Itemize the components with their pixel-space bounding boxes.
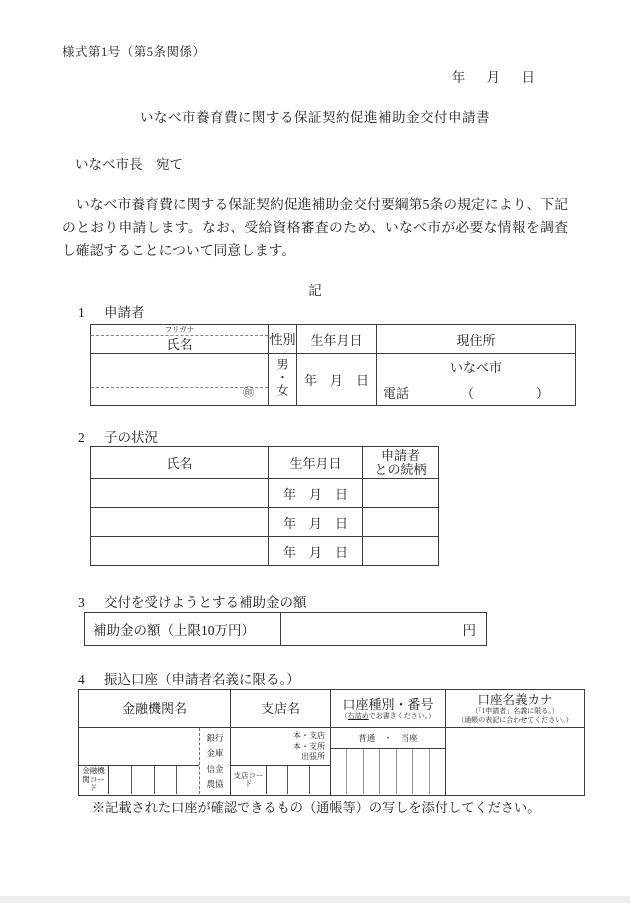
section3-title: 交付を受けようとする補助金の額 — [104, 595, 307, 610]
account-holder-note2: （通帳の表記に合わせてください。） — [457, 715, 573, 724]
bank-code-row — [79, 766, 199, 794]
applicant-gender-header: 性別 — [269, 325, 297, 354]
applicant-birth-cell: 年 月 日 — [297, 354, 377, 406]
child-relation-cell — [363, 537, 439, 566]
section4-title: 振込口座（申請者名義に限る。） — [104, 672, 300, 687]
bank-type-options: 銀行 金庫 信金 農協 — [199, 728, 230, 794]
amount-table — [84, 612, 487, 646]
applicant-address-cell — [377, 354, 576, 406]
bank-code-digit-cell — [109, 766, 132, 794]
document-title: いなべ市養育費に関する保証契約促進補助金交付申請書 — [140, 110, 490, 125]
seal-mark: ㊞ — [243, 387, 254, 399]
account-type-number-note: （右詰めでお書きください。） — [340, 711, 436, 720]
account-number-row — [331, 749, 445, 794]
amount-unit: 円 — [462, 623, 476, 638]
date-month: 月 — [486, 70, 501, 85]
amount-label: 補助金の額（上限10万円） — [85, 613, 281, 646]
child-relation-header: 申請者 との続柄 — [363, 447, 439, 479]
account-number-digit-cell — [364, 749, 380, 794]
address-city: いなべ市 — [449, 360, 502, 375]
page-bottom-edge — [0, 896, 630, 903]
bank-code-digit-cell — [132, 766, 155, 794]
phone-paren-close: ） — [536, 386, 550, 401]
account-number-digit-cell — [430, 749, 445, 794]
applicant-address-header: 現住所 — [377, 325, 576, 354]
bank-name-header: 金融機関名 — [79, 690, 231, 728]
bank-name-cell — [79, 728, 231, 796]
child-row-3 — [91, 537, 439, 566]
section3-heading — [78, 591, 307, 611]
bank-code-label: 金融機関コード — [79, 766, 109, 794]
children-table — [90, 446, 439, 566]
branch-code-digit-cell — [288, 766, 309, 794]
body-paragraph: いなべ市養育費に関する保証契約促進補助金交付要綱第5条の規定により、下記のとおり申請します。なお、受給資格審査のため、いなべ市が必要な情報を調査し確認することについて同意します。 — [62, 197, 568, 258]
account-number-digit-cell — [347, 749, 363, 794]
branch-name-cell — [231, 728, 331, 796]
account-type-number-cell — [331, 728, 446, 796]
child-row-2 — [91, 508, 439, 537]
addressee: いなべ市長 宛て — [75, 157, 183, 172]
branch-code-digit-cell — [267, 766, 288, 794]
child-birth-cell: 年 月 日 — [269, 479, 363, 508]
attachment-note: ※記載された口座が確認できるもの（通帳等）の写しを添付してください。 — [92, 800, 541, 815]
account-number-digit-cell — [380, 749, 396, 794]
furigana-label: フリガナ — [91, 325, 268, 336]
child-name-cell — [91, 479, 269, 508]
bank-code-digit-cell — [177, 766, 199, 794]
account-type-options: 普通 ・ 当座 — [331, 728, 445, 749]
account-table — [78, 689, 585, 796]
form-number: 様式第1号（第5条関係） — [62, 45, 206, 59]
date-year: 年 — [451, 70, 466, 85]
section2-number: 2 — [78, 430, 85, 445]
child-row-1 — [91, 479, 439, 508]
bank-name-input-area — [79, 728, 199, 766]
section2-title: 子の状況 — [104, 430, 158, 445]
phone-row — [383, 383, 569, 402]
child-birth-header: 生年月日 — [269, 447, 363, 479]
branch-type-options: 本・支店 本・支所 出張所 — [231, 728, 330, 766]
amount-value-cell — [281, 613, 487, 646]
branch-code-row — [231, 766, 330, 794]
child-name-header: 氏名 — [91, 447, 269, 479]
section4-heading — [78, 668, 300, 688]
section3-number: 3 — [78, 595, 85, 610]
child-relation-cell — [363, 479, 439, 508]
account-holder-cell — [446, 728, 585, 796]
section4-number: 4 — [78, 672, 85, 687]
child-birth-cell: 年 月 日 — [269, 537, 363, 566]
section2-heading — [78, 426, 158, 446]
section1-heading — [78, 301, 145, 321]
date-line — [452, 66, 535, 86]
child-relation-cell — [363, 508, 439, 537]
account-holder-note1: （「1申請者」名義に限る。） — [471, 707, 559, 715]
section1-number: 1 — [78, 305, 85, 320]
account-number-digit-cell — [413, 749, 429, 794]
child-name-cell — [91, 537, 269, 566]
account-number-digit-cell — [397, 749, 413, 794]
branch-code-label: 支店コード — [231, 766, 267, 794]
branch-name-header: 支店名 — [231, 690, 331, 728]
phone-paren-open: （ — [461, 386, 475, 401]
branch-code-digit-cell — [310, 766, 330, 794]
record-mark: 記 — [308, 283, 322, 298]
applicant-gender-cell: 男・女 — [269, 354, 297, 406]
account-number-digit-cell — [331, 749, 347, 794]
bank-code-digit-cell — [155, 766, 178, 794]
date-day: 日 — [521, 70, 535, 85]
applicant-name-cell — [91, 354, 269, 406]
child-name-cell — [91, 508, 269, 537]
furigana-input-area — [91, 372, 268, 388]
child-birth-cell: 年 月 日 — [269, 508, 363, 537]
phone-label: 電話 — [383, 386, 410, 401]
applicant-table — [90, 324, 576, 406]
section1-title: 申請者 — [104, 305, 145, 320]
account-type-number-header: 口座種別・番号 （右詰めでお書きください。） — [331, 690, 446, 728]
applicant-birth-header: 生年月日 — [297, 325, 377, 354]
applicant-name-header: フリガナ 氏名 — [91, 325, 269, 354]
account-holder-header: 口座名義カナ （「1申請者」名義に限る。） （通帳の表記に合わせてください。） — [446, 690, 585, 728]
